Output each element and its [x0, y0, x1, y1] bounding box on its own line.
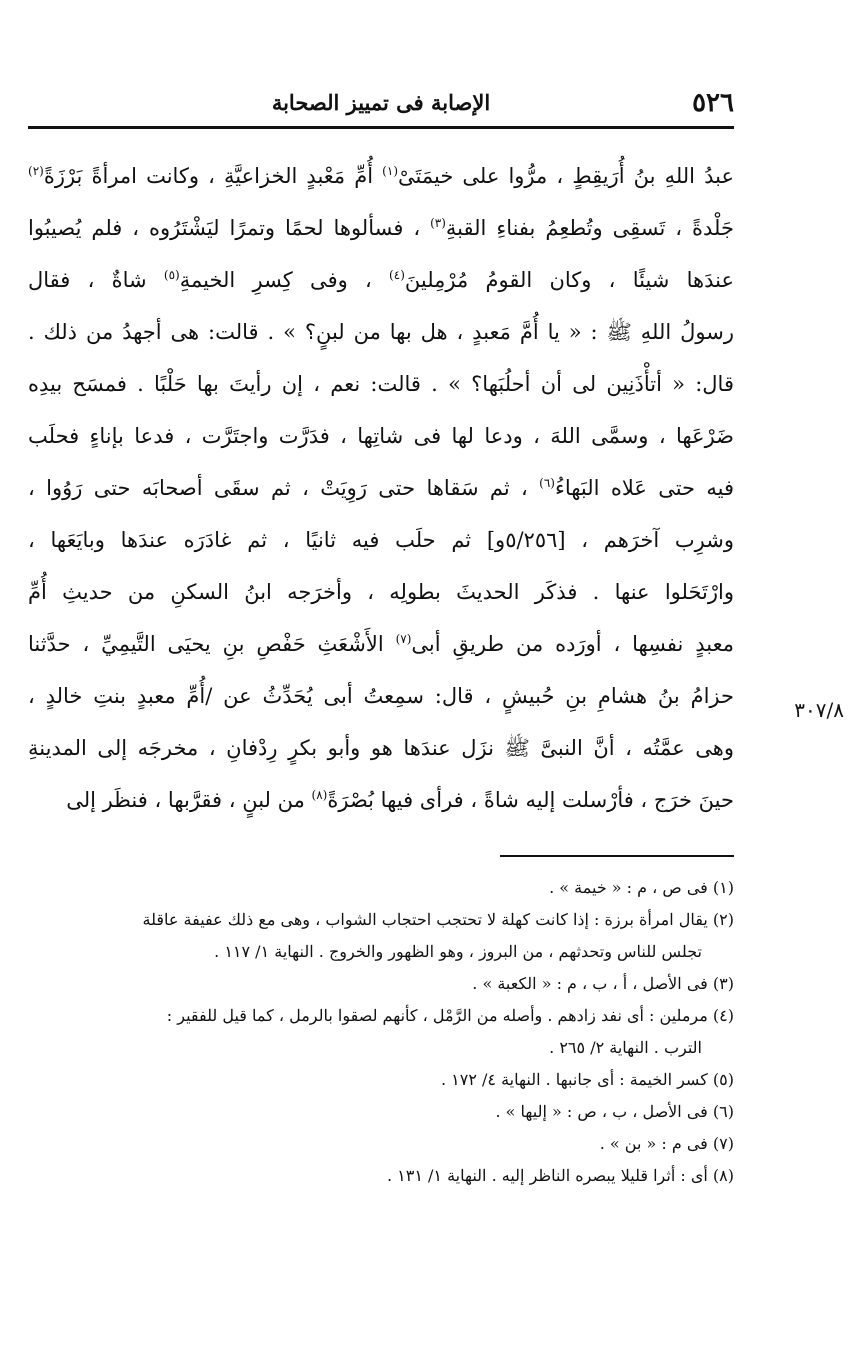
footnote-marker: (١) [382, 164, 398, 178]
margin-reference: ٣٠٧/٨ [794, 698, 844, 722]
text-segment: فيه حتى عَلاه البَهاءُ [554, 476, 735, 500]
footnote-continuation: الترب . النهاية ٢/ ٢٦٥ . [549, 1038, 702, 1057]
footnote [28, 968, 734, 1000]
text-line [28, 670, 734, 722]
text-line [28, 566, 734, 618]
footnote-marker: (٧) [395, 632, 412, 646]
footnote-text: فى ص ، م : « خيمة » . [549, 878, 708, 897]
footnote-text: كسر الخيمة : أى جانبها . النهاية ٤/ ١٧٢ . [440, 1070, 708, 1089]
footnote-number: (٣) [712, 974, 734, 993]
text-segment: رسولُ اللهِ ﷺ : « يا أُمَّ مَعبدٍ ، هل بها من لبنٍ؟ » . قالت: هى أجهدُ من ذلك . [28, 320, 734, 344]
text-segment: ضَرْعَها ، وسمَّى اللهَ ، ودعا لها فى شاتِها ، فدَرَّت واجتَرَّت ، فدعا بإناءٍ فحلَب [28, 424, 734, 448]
text-segment: عندَها شيئًا ، وكان القومُ مُرْمِلينَ [404, 268, 734, 292]
text-segment: وشرِب آخرَهم ، [٥/٢٥٦و] ثم حلَب فيه ثانيًا ، ثم غادَرَه عندَها وبايَعَها ، [28, 528, 734, 552]
footnote-marker: (٨) [311, 788, 328, 802]
text-segment: معبدٍ نفسِها ، أورَده من طريقِ أبى [411, 632, 735, 656]
footnote [28, 1160, 734, 1192]
footnote-text: فى الأصل ، أ ، ب ، م : « الكعبة » . [472, 974, 708, 993]
footnote [28, 904, 734, 968]
text-line [28, 618, 734, 670]
main-text [28, 150, 734, 826]
text-line [28, 150, 734, 202]
footnote [28, 1000, 734, 1064]
footnote [28, 1064, 734, 1096]
page-number: ٥٢٦ [692, 88, 734, 118]
footnote-text: فى م : « بن » . [599, 1134, 708, 1153]
footnote-continuation: تجلس للناس وتحدثهم ، من البروز ، وهو الظهور والخروج . النهاية ١/ ١١٧ . [214, 942, 702, 961]
footnote-number: (٧) [712, 1134, 734, 1153]
text-segment: أُمِّ مَعْبدٍ الخزاعيَّةِ ، وكانت امرأةً بَرْزَةً [43, 164, 383, 188]
footnote-text: يقال امرأة برزة : إذا كانت كهلة لا تحتجب احتجاب الشواب ، وهى مع ذلك عفيفة عاقلة [142, 910, 708, 929]
footnote [28, 872, 734, 904]
footnote [28, 1128, 734, 1160]
text-segment: شاةٌ ، فقال [28, 268, 164, 292]
footnote-marker: (٥) [163, 268, 180, 282]
footnote-number: (١) [712, 878, 734, 897]
page-header [28, 86, 734, 122]
footnote-number: (٥) [712, 1070, 734, 1089]
footnote-marker: (٦) [539, 476, 555, 490]
header-rule [28, 126, 734, 129]
text-segment: عبدُ اللهِ بنُ أُرَيقِطٍ ، مرُّوا على خيمَتَىْ [398, 164, 734, 188]
text-line [28, 358, 734, 410]
text-line [28, 410, 734, 462]
text-line [28, 722, 734, 774]
footnote-text: فى الأصل ، ب ، ص : « إليها » . [495, 1102, 708, 1121]
text-line [28, 774, 734, 826]
text-line [28, 202, 734, 254]
text-segment: وهى عمَّتُه ، أنَّ النبىَّ ﷺ نزَل عندَها هو وأبو بكرٍ رِدْفانِ ، مخرجَه إلى المدينةِ [28, 736, 734, 760]
text-segment: حينَ خرَج ، فأرْسلت إليه شاةً ، فرأى فيها بُصْرَةً [327, 788, 734, 812]
text-line [28, 254, 734, 306]
footnote-marker: (٤) [389, 268, 405, 282]
text-segment: الأَشْعَثِ حَفْصِ بنِ يحيَى التَّيمِيِّ ، حدَّثنا [28, 632, 396, 656]
footnote [28, 1096, 734, 1128]
footnote-rule [500, 855, 734, 857]
text-segment: ، ثم سَقاها حتى رَوِيَتْ ، ثم سقَى أصحابَه حتى رَوُوا ، [28, 476, 540, 500]
text-segment: ، وفى كِسرِ الخيمةِ [179, 268, 390, 292]
footnote-number: (٦) [712, 1102, 734, 1121]
footnotes [28, 872, 734, 1192]
text-segment: ، فسألوها لحمًا وتمرًا ليَشْتَرُوه ، فلم يُصيبُوا [28, 216, 431, 240]
text-line [28, 462, 734, 514]
text-segment: من لبنٍ ، فقرَّبها ، فنظَر إلى [66, 788, 312, 812]
text-segment: جَلْدةً ، تَسقِى وتُطعِمُ بفناءِ القبةِ [445, 216, 734, 240]
text-segment: حزامُ بنُ هشامِ بنِ حُبيشٍ ، قال: سمِعتُ أبى يُحَدِّثُ عن /أُمِّ معبدٍ بنتِ خالدٍ ، [28, 684, 734, 708]
footnote-text: أى : أثرا قليلا يبصره الناظر إليه . النهاية ١/ ١٣١ . [386, 1166, 708, 1185]
book-title: الإصابة فى تمييز الصحابة [271, 90, 491, 115]
text-segment: وارْتَحَلوا عنها . فذكَر الحديثَ بطولِه ، وأخرَجه ابنُ السكنِ من حديثِ أُمِّ [28, 580, 734, 604]
text-line [28, 306, 734, 358]
text-segment: قال: « أتأْذَنِين لى أن أحلُبَها؟ » . قالت: نعم ، إن رأيتَ بها حَلْبًا . فمسَح بيدِه [28, 372, 734, 396]
footnote-number: (٤) [712, 1006, 734, 1025]
footnote-marker: (٣) [430, 216, 446, 230]
text-line [28, 514, 734, 566]
footnote-text: مرملين : أى نفد زادهم . وأصله من الرَّمْل ، كأنهم لصقوا بالرمل ، كما قيل للفقير : [166, 1006, 708, 1025]
footnote-number: (٢) [712, 910, 734, 929]
footnote-number: (٨) [712, 1166, 734, 1185]
footnote-marker: (٢) [28, 164, 44, 178]
